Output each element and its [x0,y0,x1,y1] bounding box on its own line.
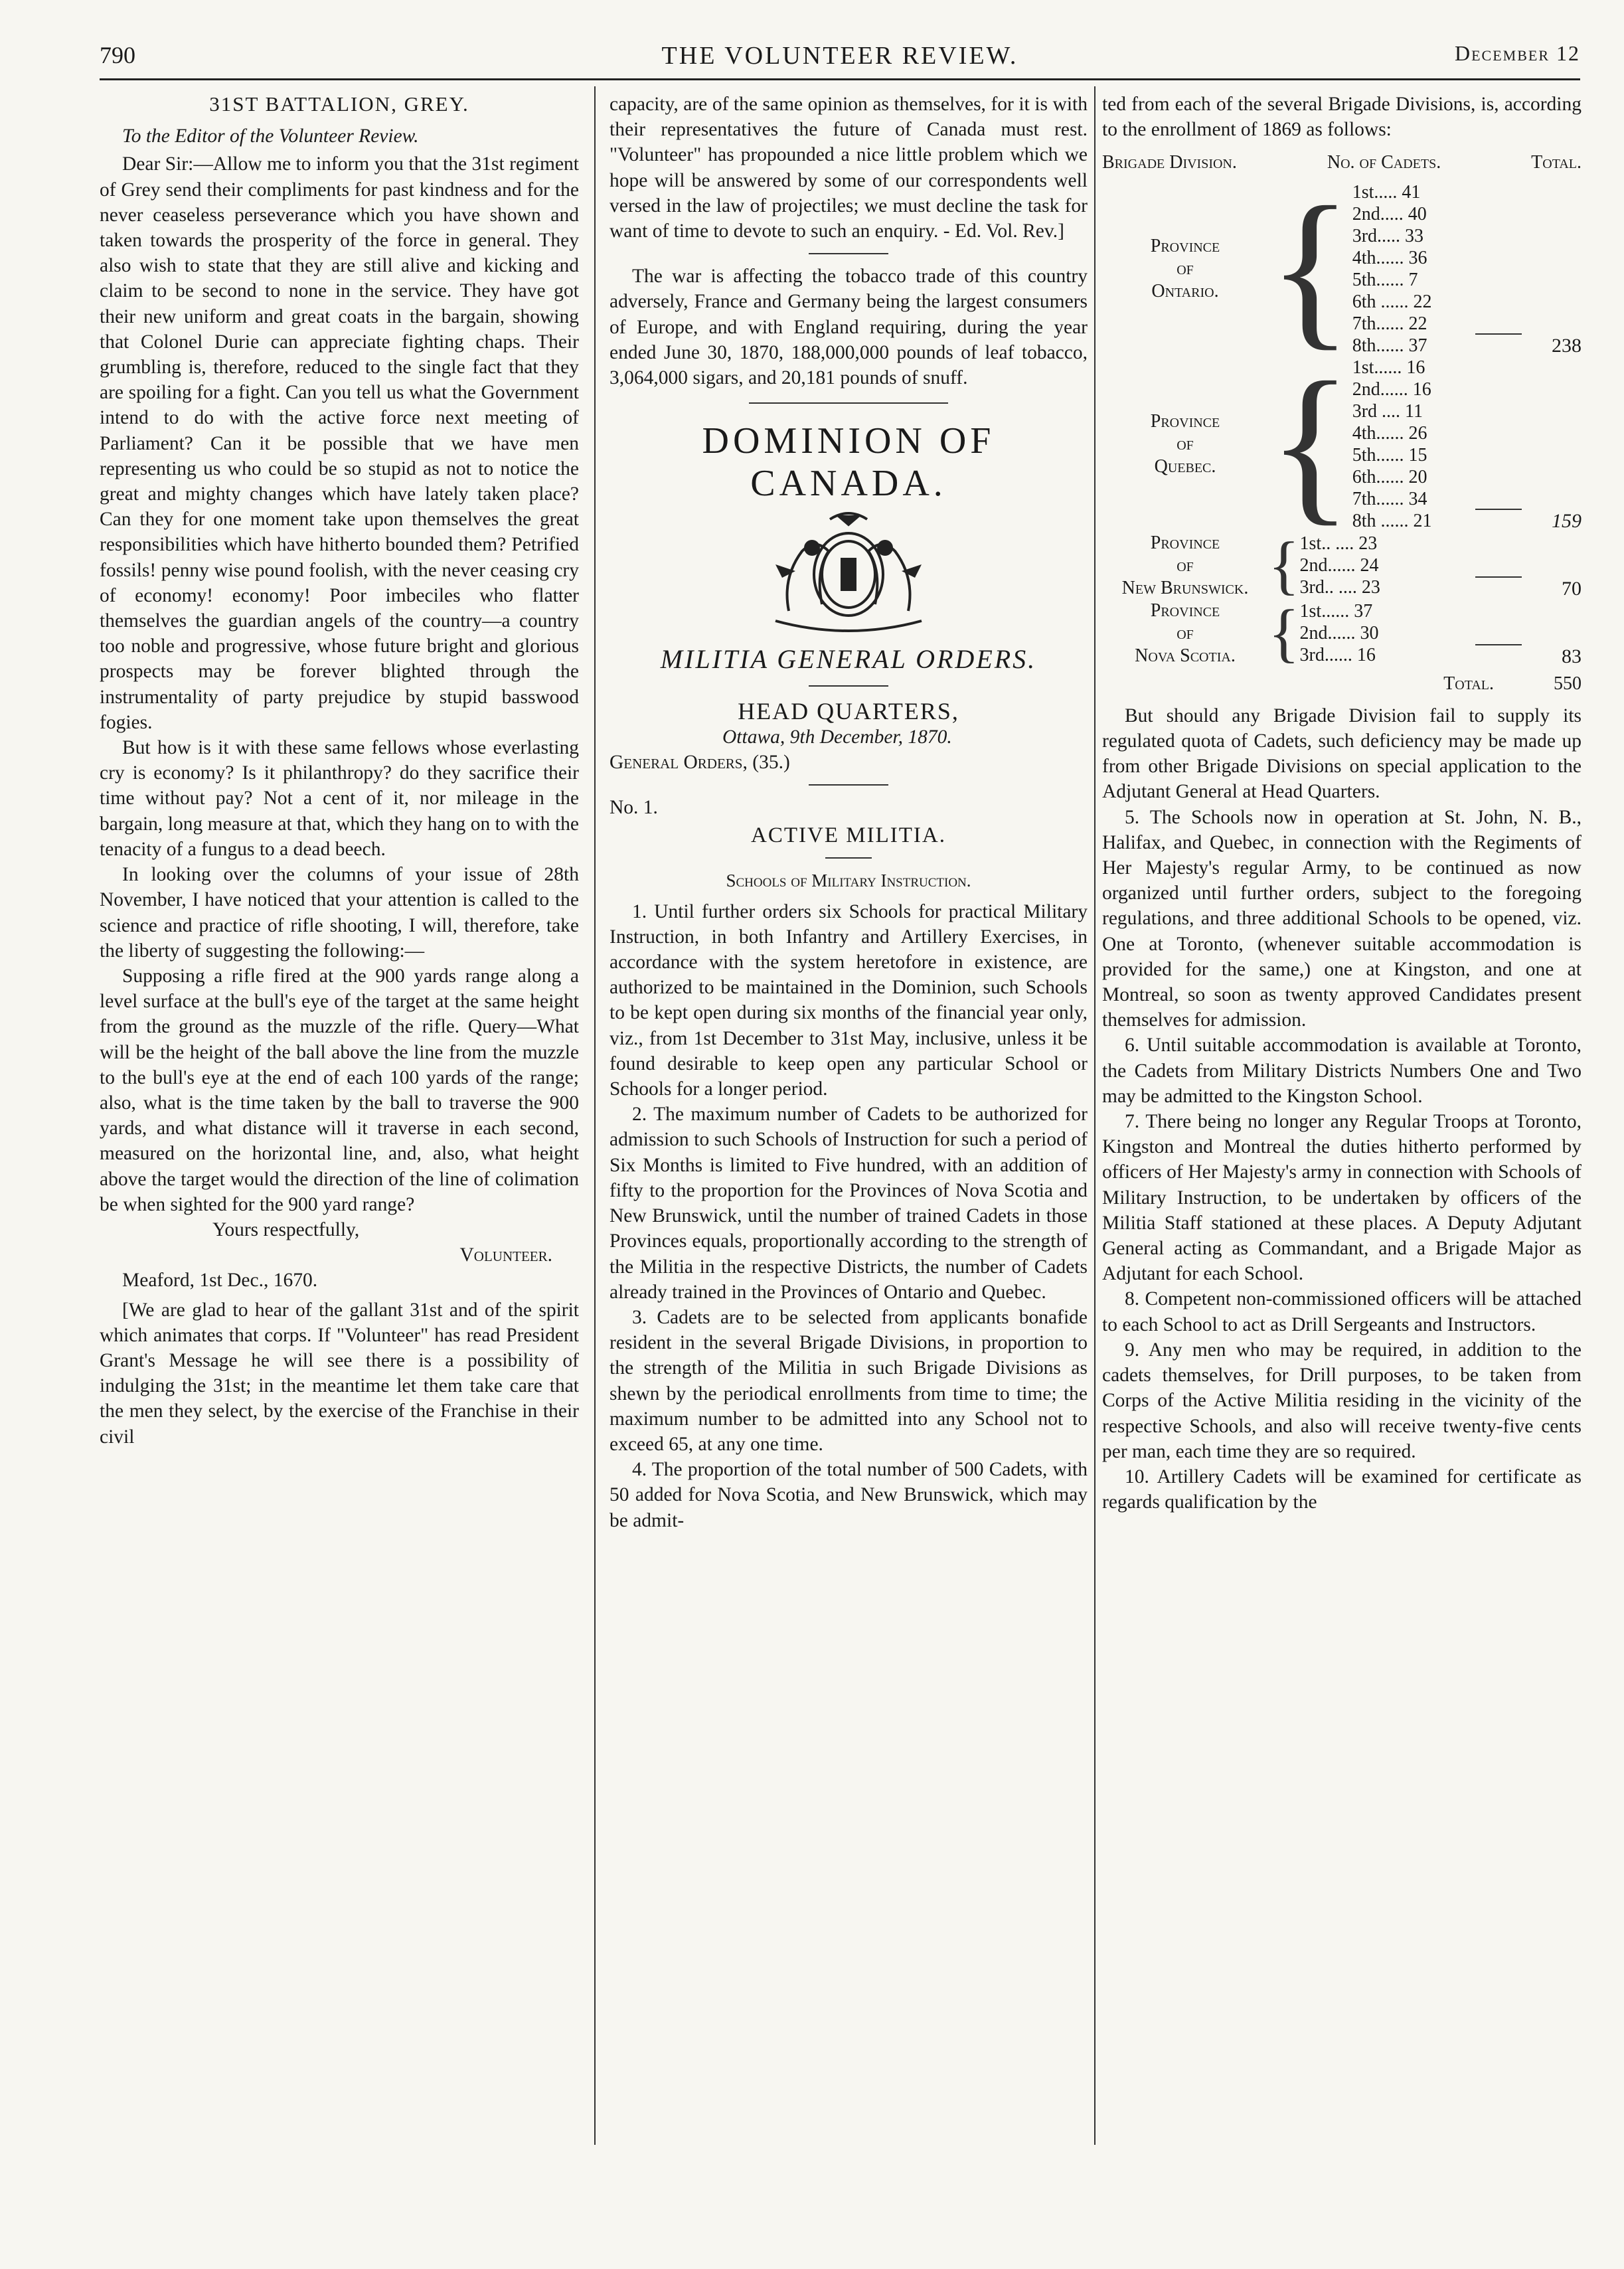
division-row: 2nd..... 40 [1352,203,1427,224]
header-brigade: Brigade Division. [1102,152,1237,173]
province-name [1102,181,1268,357]
division-row: 8th...... 37 [1352,335,1427,356]
grand-total-label: Total. [1443,673,1494,694]
division-list [1300,532,1475,600]
division-row: 1st...... 37 [1299,601,1373,622]
province-name-line: New Brunswick. [1121,577,1249,598]
division-row: 5th...... 7 [1352,269,1418,290]
division-row: 2nd...... 16 [1352,378,1431,400]
general-orders-number: General Orders, (35.) [609,751,790,773]
dominion-heading: DOMINION OF CANADA. [702,420,995,505]
letter-paragraph: But how is it with these same fellows whose everlasting cry is economy? Is it philanthropy? do they sacrifice their time without pay? Not a cent of it, nor mileage in the bargain, long measure at that, which they hang on to with the tenacity of a fungus to a dead beech. [100,737,579,860]
province-name [1102,532,1268,600]
division-row: 3rd..... 33 [1352,225,1424,246]
cadet-quota-table [1102,171,1582,670]
issue-date: December 12 [1454,41,1580,65]
page-number: 790 [100,42,135,68]
division-row: 1st..... 41 [1352,181,1421,203]
letter-paragraph: Supposing a rifle fired at the 900 yards range along a level surface at the bull's eye of the target at the same height from the ground as the muzzle of the rifle. Query—What will be the height of the ball above the line from the muzzle to the bull's eye at the end of each 100 yards of the range; also, what is the time taken by the ball to traverse the 900 yards, and what distance will it traverse in each second, measured on the horizontal line, and, also, what height above the target would the direction of the line of colimation be when sighted for the 900 yard range? [100,965,579,1215]
page-header [100,41,1580,81]
letter-paragraph: In looking over the columns of your issue of 28th November, I have noticed that your attention is called to the science and practice of rifle shooting, I will, therefore, take the liberty of suggesting the following:— [100,864,579,962]
division-row: 4th...... 36 [1352,247,1427,268]
province-name-line: Province [1150,532,1220,553]
province-total: 159 [1552,509,1582,532]
letter-place-date: Meaford, 1st Dec., 1670. [122,1270,318,1292]
divider [749,402,948,404]
order-paragraph: 6. Until suitable accommodation is available at Toronto, the Cadets from Military Districts Numbers One and Two may be admitted to the Kingston School. [1102,1035,1582,1107]
province-total: 238 [1552,334,1582,357]
order-paragraph: 4. The proportion of the total number of 500 Cadets, with 50 added for Nova Scotia, and New Brunswick, which may be admit- [609,1459,1088,1531]
division-row: 3rd...... 16 [1299,645,1376,666]
division-row: 1st.. .... 23 [1299,533,1378,554]
brace-glyph: { [1268,597,1300,670]
brace-glyph: { [1268,529,1300,602]
active-militia-heading: ACTIVE MILITIA. [751,823,946,848]
article-heading: 31ST BATTALION, GREY. [209,92,469,116]
province-block [1102,529,1582,602]
province-name-line: of [1177,433,1194,454]
province-name-line: Province [1150,235,1220,256]
column-2 [609,92,1088,2170]
order-paragraph: 8. Competent non-commissioned officers will be attached to each School to act as Drill Sergeants and Instructors. [1102,1288,1582,1335]
division-list [1300,600,1475,667]
grand-total-row [1102,671,1582,697]
order-paragraph: 10. Artillery Cadets will be examined for certificate as regards qualification by the [1102,1466,1582,1513]
division-row: 4th...... 26 [1352,422,1427,444]
order-paragraph-continued: ted from each of the several Brigade Divisions, is, according to the enrollment of 1869 as follows: [1102,94,1582,141]
division-row: 6th ...... 22 [1352,291,1432,312]
order-paragraph: 2. The maximum number of Cadets to be authorized for admission to such Schools of Instruction for such a period of Six Months is limited to Five hundred, with an addition of fifty to the proportion for the Provinces of Nova Scotia and New Brunswick, until the number of trained Cadets in those Provinces equals, proportionally according to the strength of the Militia in the respective Districts, the number of Cadets already trained in the Provinces of Ontario and Quebec. [609,1104,1088,1303]
division-row: 8th ...... 21 [1352,510,1432,531]
brace-glyph: { [1268,171,1352,366]
royal-coat-of-arms-icon [749,511,948,637]
order-paragraph: 1. Until further orders six Schools for practical Military Instruction, in both Infantry and Artillery Exercises, in accordance with the system heretofore in existence, are authorized to be maintained in the Dominion, such Schools to be kept open during six months of the financial year only, viz., from 1st December to 31st May, inclusive, unless it be found desirable to keep open any particular School or Schools for a longer period. [609,900,1088,1100]
header-rule [100,78,1580,80]
divider [825,857,872,859]
division-row: 1st...... 16 [1352,357,1425,378]
province-name-line: Ontario. [1151,280,1219,301]
province-name-line: of [1177,622,1194,643]
column-divider [594,86,596,2145]
order-paragraph: 9. Any men who may be required, in addition to the cadets themselves, for Drill purposes, to be taken from Corps of the Active Militia residing in the vicinity of the respective Schools, and also will receive twenty-five cents per man, each time they are so required. [1102,1339,1582,1462]
division-row: 2nd...... 30 [1299,623,1379,644]
province-name-line: of [1177,554,1194,576]
province-name-line: Province [1150,600,1220,621]
province-block [1102,597,1582,670]
letter-salutation: To the Editor of the Volunteer Review. [122,126,419,147]
hq-date: Ottawa, 9th December, 1870. [722,726,952,748]
divider [809,253,888,254]
province-name [1102,357,1268,532]
letter-paragraph: Dear Sir:—Allow me to inform you that the 31st regiment of Grey send their compliments for past kindness and for the never ceaseless perseverance which you have shown and taken towards the prosperity of the force in general. They also wish to state that they are still alive and kicking and claim to be second to none in the service. They have got their new uniform and great coats in the bargain, showing that Colonel Durie can appreciate fighting chaps. Their grumbling is, therefore, reduced to the single fact that they are spoiling for a fight. Can you tell us what the Government intend to do with the active force next meeting of Parliament? Can it be possible that we have men representing us who could be so stupid as not to notice the great and mighty changes which have lately taken place? Can they for one moment take upon themselves the great responsibilities which have hitherto bounded them? Petrified fossils! penny wise pound foolish, with the never ceasing cry of economy! economy! Poor imbeciles who flatter themselves the guardian angels of the country—a country too noble and progressive, whose future bright and glorious prospects may be forever blighted through the instrumentality of party prejudice by stupid basswood fogies. [100,153,579,733]
divider [809,685,888,687]
province-total: 70 [1562,577,1582,600]
order-paragraph: But should any Brigade Division fail to supply its regulated quota of Cadets, such deficiency may be made up from other Brigade Divisions on special application to the Adjutant General at Head Quarters. [1102,705,1582,803]
province-total: 83 [1562,645,1582,667]
militia-general-orders-title: MILITIA GENERAL ORDERS. [660,644,1037,675]
division-list [1352,357,1475,532]
divider [809,784,888,786]
division-row: 3rd .... 11 [1352,400,1423,422]
order-paragraph: 5. The Schools now in operation at St. John, N. B., Halifax, and Quebec, in connection with the Regiments of Her Majesty's regular Army, to be continued as now organized until further orders, subject to the foregoing regulations, and three additional Schools to be opened, viz. One at Toronto, (whenever suitable accommodation is provided for the same,) one at Kingston, and one at Montreal, so soon as twenty approved Candidates present themselves for admission. [1102,806,1582,1031]
order-paragraph: 7. There being no longer any Regular Troops at Toronto, Kingston and Montreal the duties hitherto performed by officers of Her Majesty's army in connection with Schools of Military Instruction, to be undertaken by officers of the Militia Staff stationed at these places. A Deputy Adjutant General acting as Commandant, and a Brigade Major as Adjutant for each School. [1102,1111,1582,1285]
header-total: Total. [1531,152,1582,173]
division-row: 7th...... 34 [1352,488,1427,509]
letter-signature: Volunteer. [459,1244,552,1266]
publication-title: THE VOLUNTEER REVIEW. [661,42,1018,70]
province-name-line: Province [1150,410,1220,432]
province-name [1102,600,1268,667]
province-name-line: Quebec. [1154,456,1216,477]
division-row: 2nd...... 24 [1299,555,1379,576]
division-row: 5th...... 15 [1352,444,1427,465]
order-number: No. 1. [609,797,658,819]
column-divider [1094,86,1096,2145]
header-cadets: No. of Cadets. [1327,152,1441,173]
tobacco-item: The war is affecting the tobacco trade of this country adversely, France and Germany being the largest consumers of Europe, and with England requiring, during the year ended June 30, 1870, 188,000,000 pounds of leaf tobacco, 3,064,000 sigars, and 20,181 pounds of snuff. [609,266,1088,389]
province-block [1102,347,1582,541]
column-3 [1102,92,1582,2170]
province-name-line: Nova Scotia. [1135,645,1236,666]
division-row: 7th...... 22 [1352,313,1427,334]
brace-glyph: { [1268,347,1352,541]
order-paragraph: 3. Cadets are to be selected from applicants bonafide resident in the several Brigade Divisions, in proportion to the strength of the Militia in such Brigade Divisions as shewn by the periodical enrollments from time to time; the maximum number to be admitted into any School not to exceed 65, at any one time. [609,1306,1088,1455]
grand-total-value: 550 [1554,673,1582,694]
schools-heading: Schools of Military Instruction. [726,871,971,891]
column-1 [100,92,579,2170]
division-row: 6th...... 20 [1352,466,1427,487]
province-block [1102,171,1582,366]
division-row: 3rd.. .... 23 [1299,577,1380,598]
head-quarters: HEAD QUARTERS, [738,698,959,725]
letter-closing: Yours respectfully, [212,1219,360,1240]
province-name-line: of [1177,258,1194,279]
editor-note-continued: capacity, are of the same opinion as themselves, for it is with their representatives the future of Canada must rest. "Volunteer" has propounded a nice little problem which we hope will be answered by some of our correspondents well versed in the law of projectiles; we must decline the task for want of time to devote to such an enquiry. - Ed. Vol. Rev.] [609,94,1088,242]
editor-note: [We are glad to hear of the gallant 31st and of the spirit which animates that corps. If "Volunteer" has read President Grant's Message he will see there is a possibility of indulging the 31st; in the meantime let them take care that the men they select, by the exercise of the Franchise in their civil [100,1299,579,1448]
division-list [1352,181,1475,357]
